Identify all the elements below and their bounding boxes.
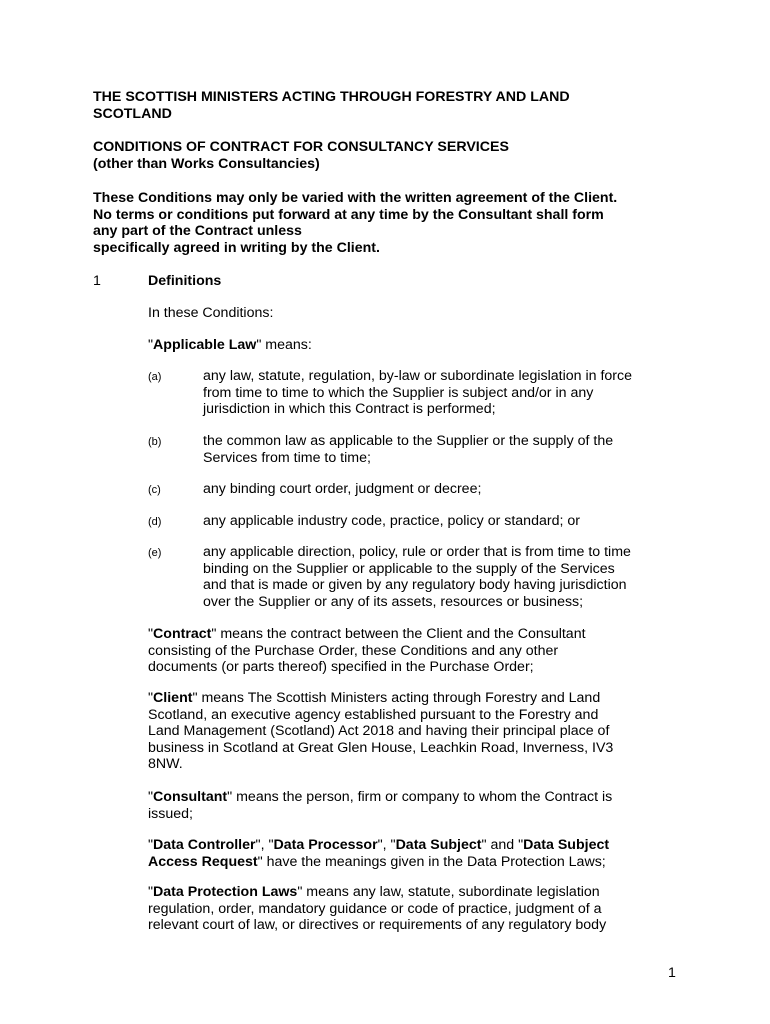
defined-term: Data Subject	[523, 837, 610, 853]
quote-mark: "	[148, 337, 154, 353]
list-item	[203, 481, 683, 498]
definition-line: Scotland, an executive agency established pursuant to the Forestry and	[148, 706, 599, 723]
definition-text: " means:	[256, 337, 312, 353]
list-item	[203, 368, 683, 418]
defined-term: Data Protection Laws	[153, 884, 298, 900]
separator-text: ", "	[255, 837, 274, 853]
defined-term: Client	[153, 690, 193, 706]
list-item-label: (d)	[148, 516, 162, 528]
definition-line: business in Scotland at Great Glen House, Leachkin Road, Inverness, IV3	[148, 739, 614, 756]
quote-mark: "	[148, 690, 154, 706]
definition-line: relevant court of law, or directives or requirements of any regulatory body	[148, 917, 607, 934]
list-item-label: (b)	[148, 436, 162, 448]
defined-term: Data Processor	[273, 837, 378, 853]
list-item-line: any binding court order, judgment or decree;	[203, 481, 482, 497]
definition-data-terms	[148, 837, 688, 870]
list-item-line: any applicable industry code, practice, policy or standard; or	[203, 513, 580, 529]
section-title: Definitions	[148, 273, 222, 289]
defined-term: Applicable Law	[153, 337, 257, 353]
document-title	[93, 89, 693, 122]
page-number: 1	[668, 965, 676, 981]
definition-text: " means The Scottish Ministers acting through Forestry and Land	[192, 690, 601, 706]
defined-term: Consultant	[153, 789, 228, 805]
defined-term: Contract	[153, 626, 212, 642]
definition-applicable-law	[148, 337, 688, 354]
definition-line: consisting of the Purchase Order, these Conditions and any other	[148, 642, 559, 659]
list-item-line: from time to time to which the Supplier is subject and/or in any	[203, 384, 594, 401]
definition-client	[148, 690, 688, 773]
quote-mark: "	[148, 626, 154, 642]
quote-mark: "	[148, 789, 154, 805]
title-line: THE SCOTTISH MINISTERS ACTING THROUGH FORESTRY AND LAND	[93, 89, 570, 105]
definition-line: documents (or parts thereof) specified in the Purchase Order;	[148, 659, 534, 676]
notice-line: specifically agreed in writing by the Client.	[93, 239, 380, 256]
defined-term: Data Subject	[395, 837, 482, 853]
list-item-label: (a)	[148, 371, 162, 383]
list-item	[203, 433, 683, 466]
list-item-line: and that is made or given by any regulatory body having jurisdiction	[203, 577, 627, 594]
list-item-line: any applicable direction, policy, rule or order that is from time to time	[203, 544, 631, 560]
notice-line: any part of the Contract unless	[93, 223, 302, 240]
separator-text: ", "	[377, 837, 396, 853]
title-line: SCOTLAND	[93, 105, 172, 122]
definition-text: " means the contract between the Client and the Consultant	[211, 626, 586, 642]
list-item-line: the common law as applicable to the Supplier or the supply of the	[203, 433, 614, 449]
quote-mark: "	[148, 837, 154, 853]
definition-text: " means the person, firm or company to whom the Contract is	[227, 789, 613, 805]
definition-consultant	[148, 789, 688, 822]
definition-text: " means any law, statute, subordinate legislation	[297, 884, 600, 900]
definition-line: Land Management (Scotland) Act 2018 and having their principal place of	[148, 723, 610, 740]
separator-text: " and "	[481, 837, 524, 853]
notice-line: These Conditions may only be varied with the written agreement of the Client.	[93, 190, 618, 206]
list-item-line: over the Supplier or any of its assets, resources or business;	[203, 593, 584, 610]
definition-text: " have the meanings given in the Data Protection Laws;	[257, 853, 606, 870]
variation-notice	[93, 190, 693, 256]
list-item-label: (c)	[148, 484, 161, 496]
definition-data-protection-laws	[148, 884, 688, 934]
defined-term: Data Controller	[153, 837, 256, 853]
list-item-line: binding on the Supplier or applicable to the supply of the Services	[203, 560, 615, 577]
notice-line: No terms or conditions put forward at any time by the Consultant shall form	[93, 206, 604, 223]
quote-mark: "	[148, 884, 154, 900]
definition-line: regulation, order, mandatory guidance or code of practice, judgment of a	[148, 900, 602, 917]
section-number: 1	[93, 273, 101, 289]
list-item-line: Services from time to time;	[203, 449, 371, 466]
list-item	[203, 513, 683, 530]
list-item	[203, 544, 683, 610]
defined-term: Access Request	[148, 853, 258, 870]
list-item-line: jurisdiction in which this Contract is performed;	[203, 401, 496, 418]
list-item-label: (e)	[148, 547, 162, 559]
subtitle-line: (other than Works Consultancies)	[93, 155, 320, 172]
definition-line: 8NW.	[148, 756, 183, 773]
document-subtitle	[93, 139, 693, 172]
subtitle-line: CONDITIONS OF CONTRACT FOR CONSULTANCY SERVICES	[93, 139, 509, 155]
definition-line: issued;	[148, 805, 193, 822]
definition-contract	[148, 626, 688, 676]
section-intro: In these Conditions:	[148, 305, 274, 321]
list-item-line: any law, statute, regulation, by-law or subordinate legislation in force	[203, 368, 633, 384]
